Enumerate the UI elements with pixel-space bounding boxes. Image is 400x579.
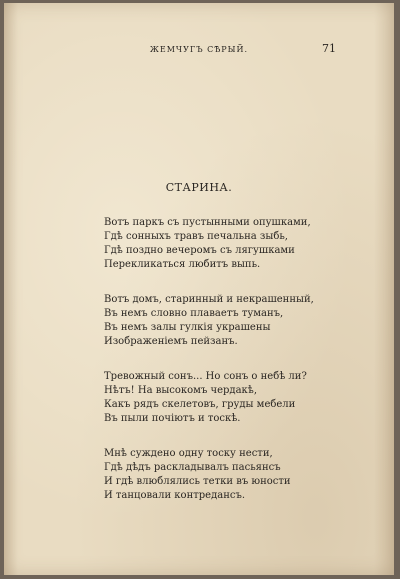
- poem-body: [104, 216, 344, 524]
- poem-line: Перекликаться любитъ выпь.: [104, 259, 261, 270]
- poem-line: Гдѣ дѣдъ раскладывалъ пасьянсъ: [104, 462, 281, 473]
- stanza-3: [104, 370, 344, 426]
- book-page: [4, 3, 394, 575]
- stanza-2: [104, 293, 344, 349]
- poem-line: Въ немъ залы гулкія украшены: [104, 322, 271, 333]
- poem-line: Гдѣ поздно вечеромъ съ лягушками: [104, 245, 295, 256]
- poem-line: Нѣтъ! На высокомъ чердакѣ,: [104, 385, 258, 396]
- poem-title: СТАРИНА.: [165, 181, 233, 194]
- stanza-4: [104, 447, 344, 503]
- poem-line: Въ немъ словно плаваетъ туманъ,: [104, 308, 284, 319]
- running-title: ЖЕМЧУГЪ СѢРЫЙ.: [149, 45, 249, 54]
- poem-line: Гдѣ сонныхъ травъ печальна зыбь,: [104, 231, 288, 242]
- poem-line: Какъ рядъ скелетовъ, груды мебели: [104, 399, 296, 410]
- poem-line: Тревожный сонъ... Но сонъ о небѣ ли?: [104, 371, 307, 382]
- poem-line: Въ пыли почіютъ и тоскѣ.: [104, 413, 241, 424]
- poem-line: Вотъ домъ, старинный и некрашенный,: [104, 294, 314, 305]
- poem-line: Изображеніемъ пейзанъ.: [104, 336, 238, 347]
- poem-line: Мнѣ суждено одну тоску нести,: [104, 448, 273, 459]
- stanza-1: [104, 216, 344, 272]
- poem-line: И танцовали контредансъ.: [104, 490, 246, 501]
- page-number: 71: [322, 42, 336, 55]
- poem-line: Вотъ паркъ съ пустынными опушками,: [104, 217, 311, 228]
- poem-line: И гдѣ влюблялись тетки въ юности: [104, 476, 291, 487]
